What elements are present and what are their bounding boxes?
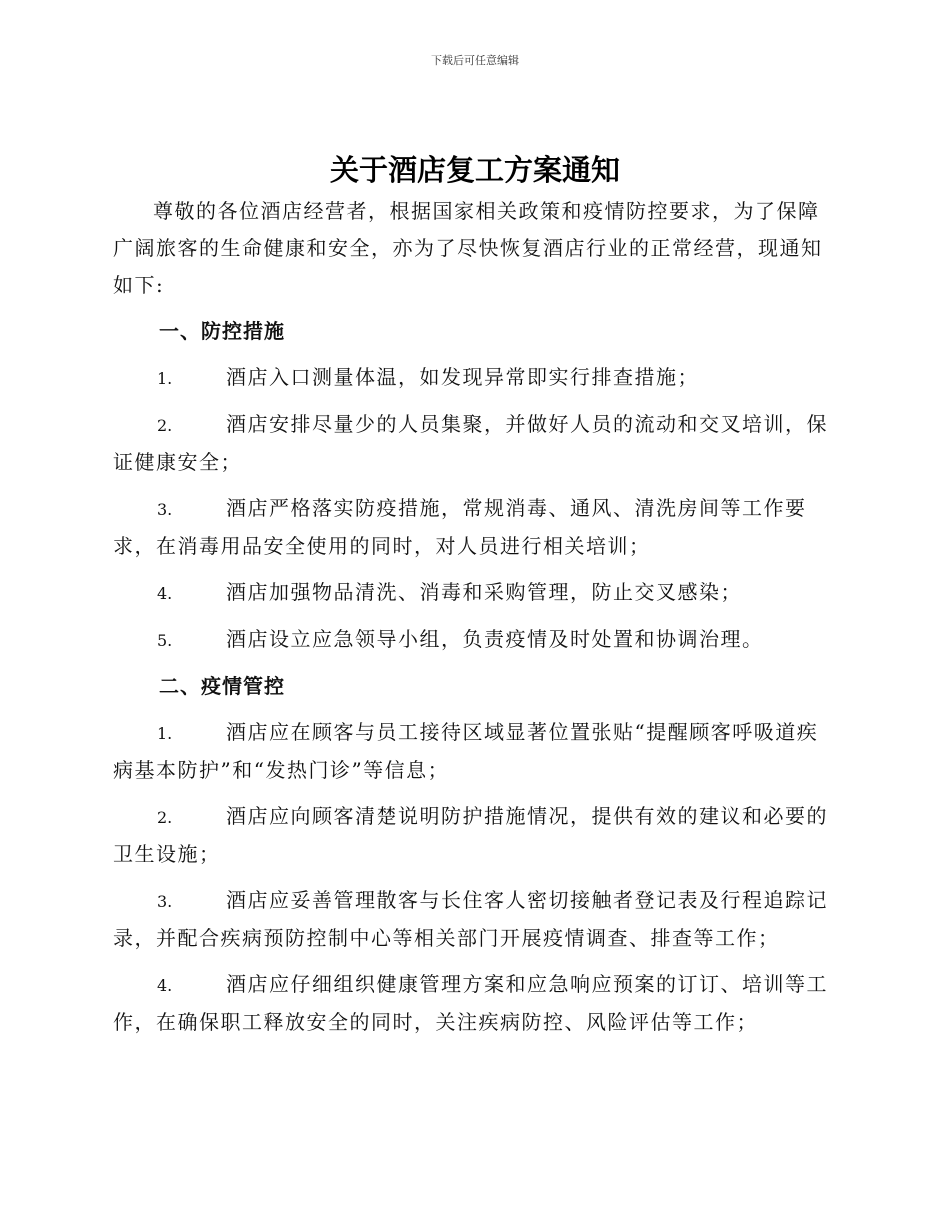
item-text: 酒店入口测量体温，如发现异常即实行排查措施； (226, 365, 699, 389)
item-number: 5. (157, 631, 173, 650)
document-body (113, 193, 835, 1041)
item-text: 酒店严格落实防疫措施，常规消毒、通风、清洗房间等工作要求，在消毒用品安全使用的同时，对人员进行相关培训； (113, 496, 807, 558)
section-heading: 二、疫情管控 (159, 674, 285, 698)
item-number: 1. (157, 369, 173, 388)
item-text: 酒店安排尽量少的人员集聚，并做好人员的流动和交叉培训，保证健康安全； (113, 412, 828, 474)
list-item (113, 359, 835, 397)
section-prevention (113, 313, 835, 659)
header-note: 下载后可任意编辑 (431, 54, 519, 67)
item-number: 3. (157, 500, 173, 519)
item-number: 2. (157, 416, 173, 435)
list-item (113, 882, 835, 957)
list-item (113, 490, 835, 565)
intro-paragraph: 尊敬的各位酒店经营者，根据国家相关政策和疫情防控要求，为了保障广阔旅客的生命健康和安全，亦为了尽快恢复酒店行业的正常经营，现通知如下: (113, 199, 823, 297)
section-heading: 一、防控措施 (159, 319, 285, 343)
list-item (113, 621, 835, 659)
section-epidemic-control (113, 668, 835, 1041)
item-text: 酒店设立应急领导小组，负责疫情及时处置和协调治理。 (226, 627, 764, 651)
item-text: 酒店应仔细组织健康管理方案和应急响应预案的订订、培训等工作，在确保职工释放安全的同时，关注疾病防控、风险评估等工作； (113, 972, 828, 1034)
item-text: 酒店应向顾客清楚说明防护措施情况，提供有效的建议和必要的卫生设施； (113, 804, 828, 866)
document-title: 关于酒店复工方案通知 (329, 153, 620, 187)
list-item (113, 798, 835, 873)
list-item (113, 574, 835, 612)
list-item (113, 406, 835, 481)
item-text: 酒店加强物品清洗、消毒和采购管理，防止交叉感染； (226, 580, 742, 604)
list-item (113, 714, 835, 789)
item-number: 4. (157, 976, 173, 995)
item-number: 4. (157, 584, 173, 603)
item-number: 1. (157, 724, 173, 743)
item-text: 酒店应在顾客与员工接待区域显著位置张贴“提醒顾客呼吸道疾病基本防护”和“发热门诊”等信息； (113, 720, 819, 782)
item-number: 3. (157, 892, 173, 911)
item-text: 酒店应妥善管理散客与长住客人密切接触者登记表及行程追踪记录，并配合疾病预防控制中心等相关部门开展疫情调查、排查等工作； (113, 888, 828, 950)
item-number: 2. (157, 808, 173, 827)
list-item (113, 966, 835, 1041)
